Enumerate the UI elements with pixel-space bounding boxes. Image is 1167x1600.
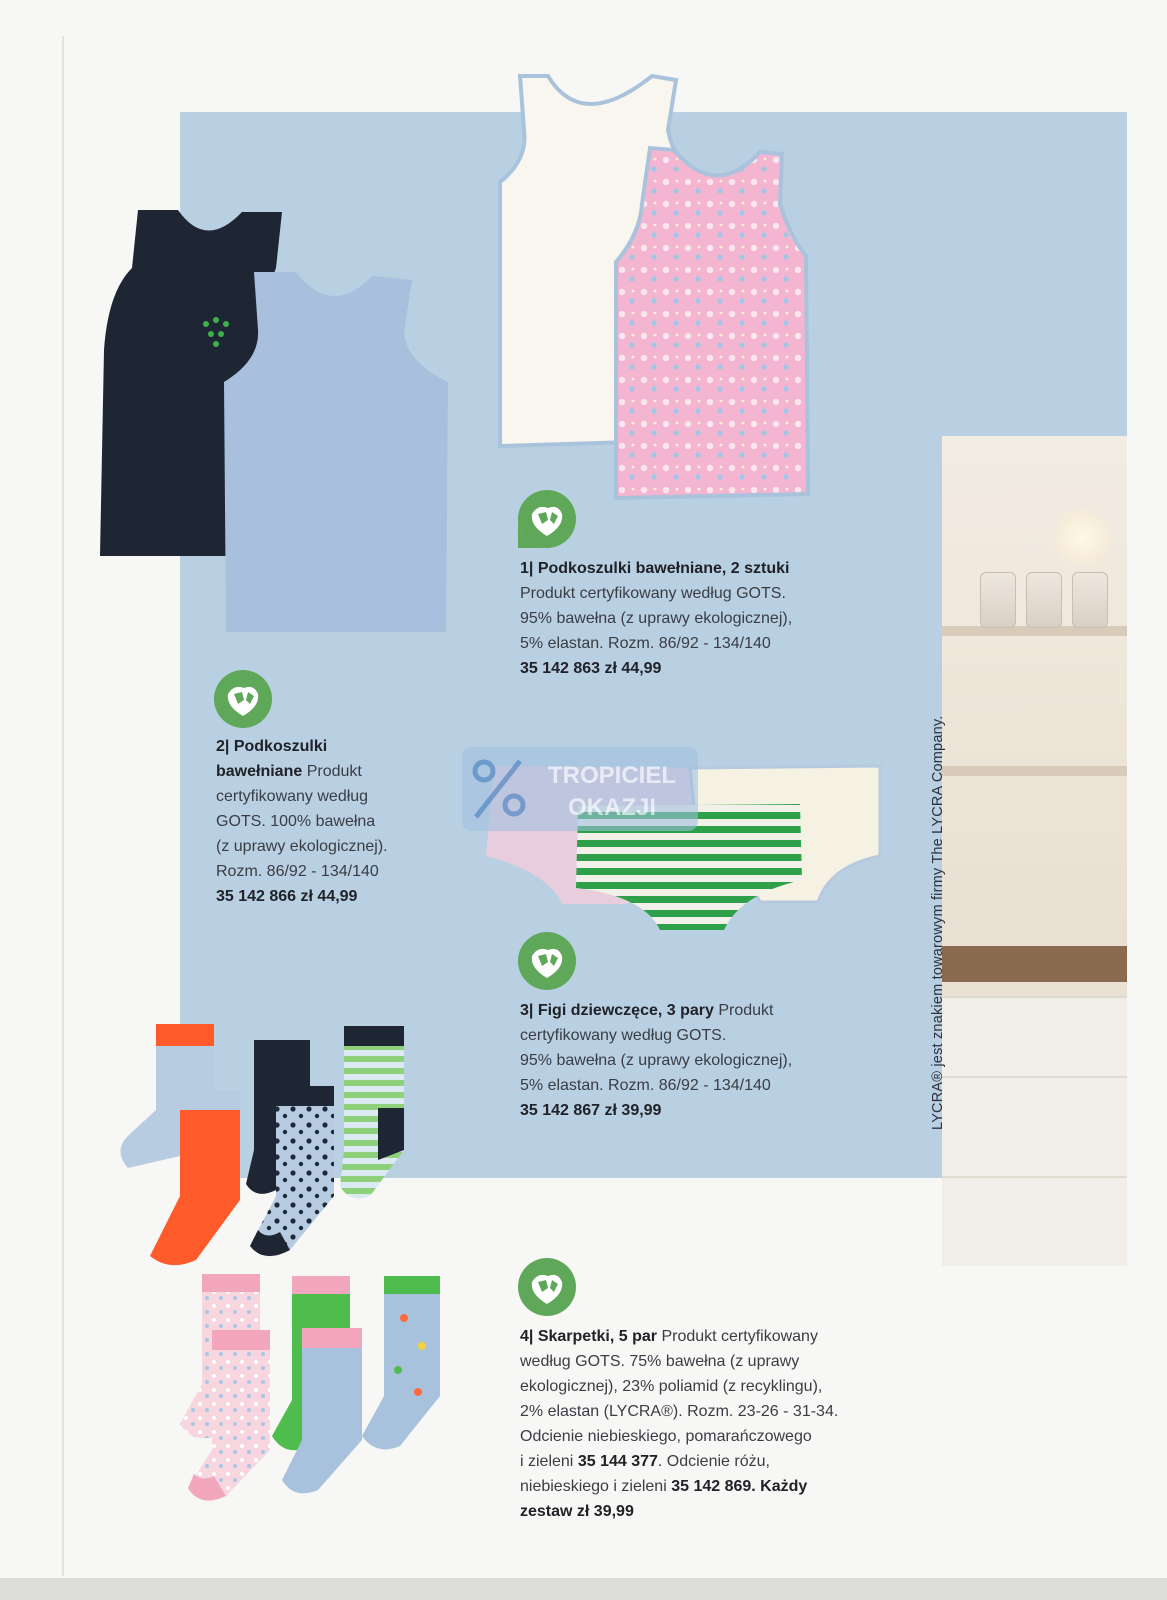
eco-certified-icon [518, 1258, 576, 1316]
pink-tank-top [616, 148, 808, 498]
green-striped-socks [340, 1026, 404, 1198]
product-3-line: 95% bawełna (z uprawy ekologicznej), [520, 1052, 793, 1069]
product-2-line: Rozm. 86/92 - 134/140 [216, 863, 379, 880]
watermark-line2: OKAZJI [567, 794, 657, 821]
product-4-code-a: 35 144 377 [577, 1453, 658, 1470]
lycra-trademark-note: LYCRA® jest znakiem towarowym firmy The LYCRA Company. [930, 715, 946, 1130]
eco-certified-icon [518, 490, 576, 548]
product-3-line: Produkt [713, 1002, 774, 1019]
orange-socks [120, 1024, 240, 1265]
product-2-line: GOTS. 100% bawełna [216, 813, 376, 830]
product-1-price: 35 142 863 zł 44,99 [520, 660, 662, 677]
product-4-line: i zieleni [520, 1453, 578, 1470]
product-3-price: 35 142 867 zł 39,99 [520, 1102, 662, 1119]
product-4-line: 2% elastan (LYCRA®). Rozm. 23-26 - 31-34. [520, 1403, 839, 1420]
product-4-description [520, 1324, 838, 1524]
product-1-line: 95% bawełna (z uprawy ekologicznej), [520, 610, 793, 627]
product-4-each-set: . Każdy [751, 1478, 808, 1495]
product-2-description [216, 734, 388, 909]
navy-socks [246, 1040, 334, 1256]
product-1-line: 5% elastan. Rozm. 86/92 - 134/140 [520, 635, 771, 652]
pink-floral-socks [180, 1274, 270, 1501]
product-4-line: według GOTS. 75% bawełna (z uprawy [520, 1353, 800, 1370]
watermark-logo [462, 747, 698, 831]
product-4-line: ekologicznej), 23% poliamid (z recyklingu), [520, 1378, 823, 1395]
blue-fruit-socks [362, 1276, 440, 1449]
green-blue-socks [272, 1276, 362, 1493]
product-3-title: 3| Figi dziewczęce, 3 pary [520, 1002, 714, 1019]
product-2-price: 35 142 866 zł 44,99 [216, 888, 358, 905]
product-1-description [520, 556, 792, 681]
product-2-title: 2| Podkoszulki [216, 738, 328, 755]
product-4-code-b: 35 142 869 [671, 1478, 752, 1495]
watermark-line1: TROPICIEL [547, 762, 677, 789]
eco-certified-icon [518, 932, 576, 990]
product-1-title: 1| Podkoszulki bawełniane, 2 sztuki [520, 560, 790, 577]
product-4-title: 4| Skarpetki, 5 par [520, 1328, 657, 1345]
tropiciel-okazji-watermark [462, 747, 698, 831]
product-2-line: certyfikowany według [216, 788, 369, 805]
product-2-line: Produkt [302, 763, 362, 780]
product-2-title-cont: bawełniane [216, 763, 303, 780]
product-3-line: 5% elastan. Rozm. 86/92 - 134/140 [520, 1077, 771, 1094]
product-4-line: niebieskiego i zieleni [520, 1478, 672, 1495]
product-4-line: Produkt certyfikowany [657, 1328, 818, 1345]
product-3-line: certyfikowany według GOTS. [520, 1027, 727, 1044]
product-4-line: Odcienie niebieskiego, pomarańczowego [520, 1428, 812, 1445]
product-4-line: . Odcienie różu, [657, 1453, 770, 1470]
product-1-line: Produkt certyfikowany według GOTS. [520, 585, 786, 602]
eco-certified-icon [214, 670, 272, 728]
product-2-line: (z uprawy ekologicznej). [216, 838, 388, 855]
product-4-price: zestaw zł 39,99 [520, 1503, 634, 1520]
product-3-description [520, 998, 792, 1123]
